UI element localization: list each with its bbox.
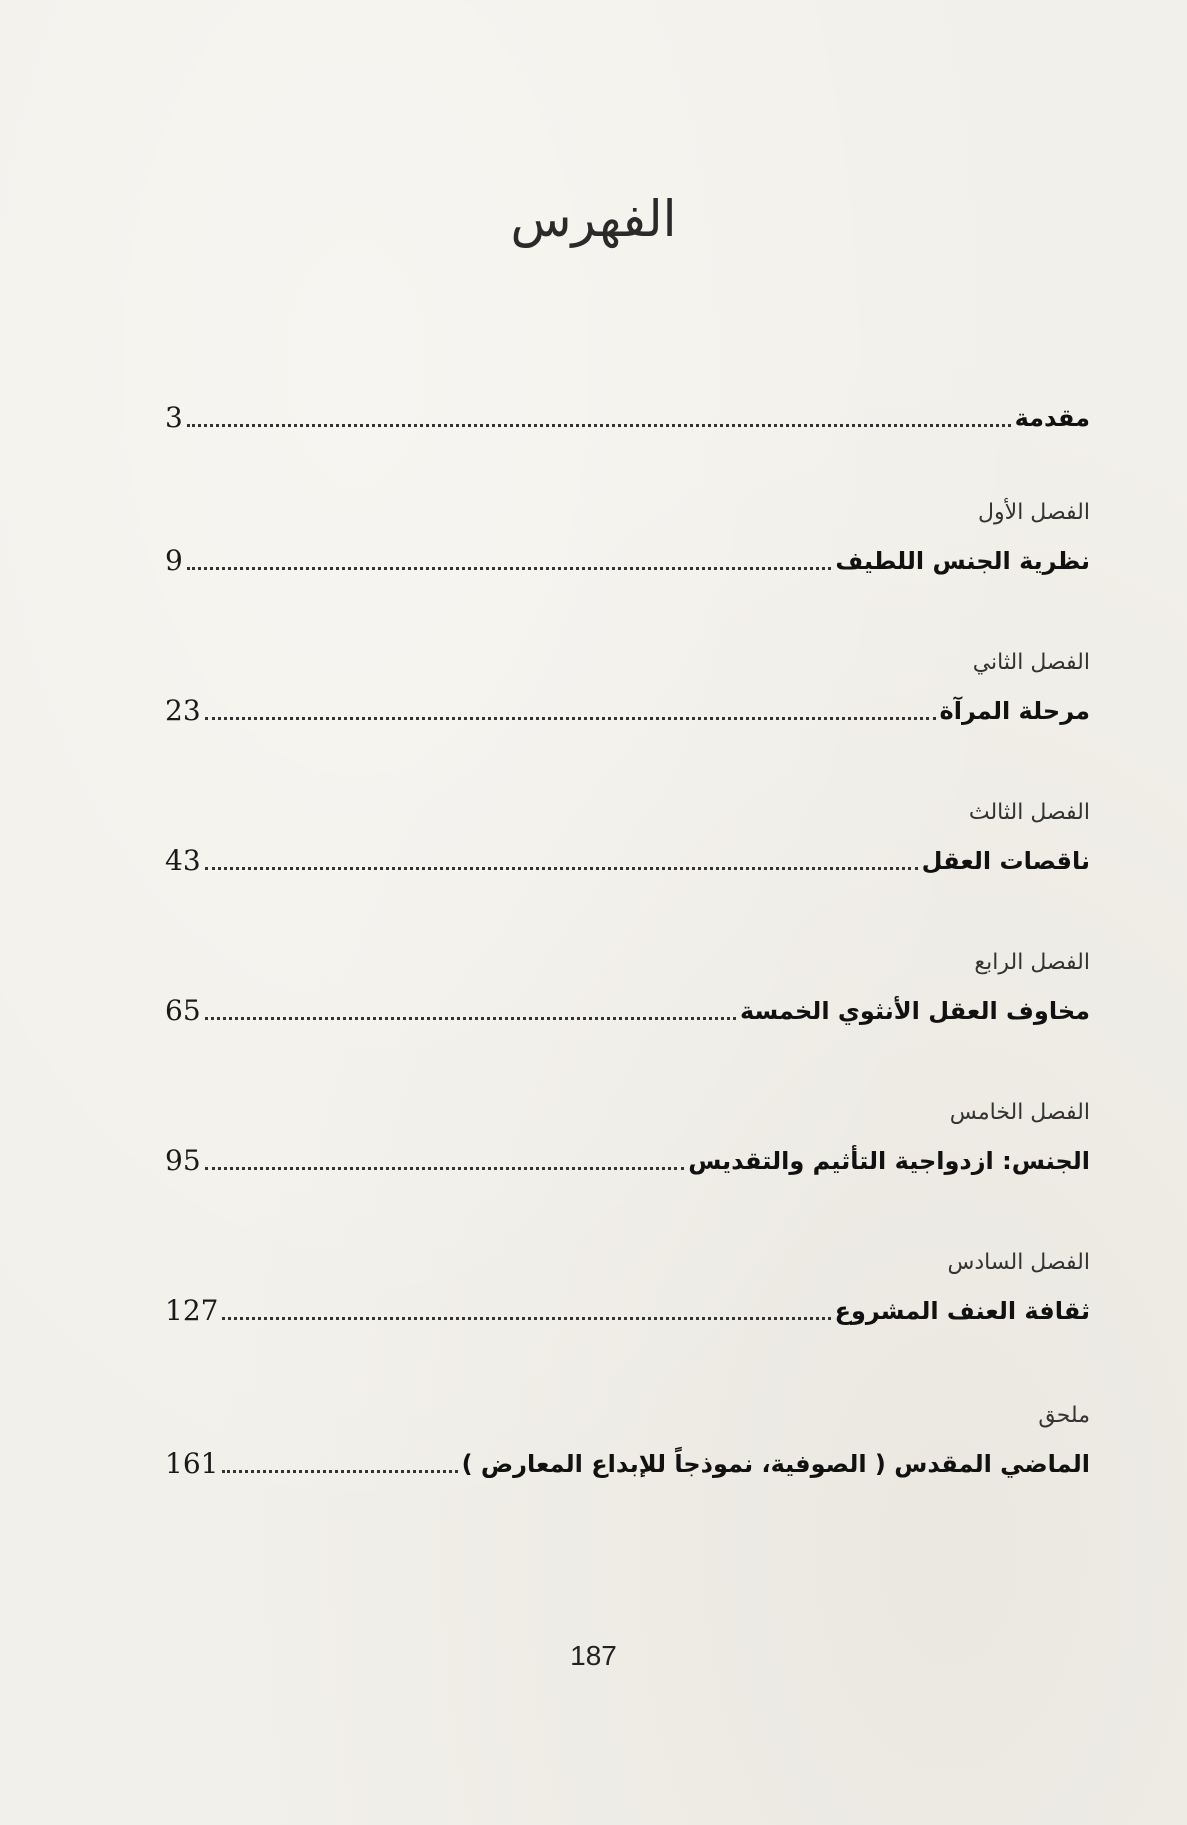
toc-page-number: 127 [165, 1294, 219, 1327]
chapter-label: ملحق [1038, 1403, 1090, 1428]
toc-page-number: 95 [165, 1144, 201, 1177]
toc-page-number: 65 [165, 994, 201, 1027]
toc-line [165, 838, 1090, 878]
toc-entry-title: مخاوف العقل الأنثوي الخمسة [739, 997, 1090, 1025]
toc-entry-title: الماضي المقدس ( الصوفية، نموذجاً للإبداع المعارض ) [461, 1450, 1090, 1478]
toc-line [165, 688, 1090, 728]
toc-page-number: 9 [165, 544, 183, 577]
chapter-label: الفصل الرابع [974, 950, 1090, 975]
toc-line [165, 988, 1090, 1028]
chapter-label: الفصل السادس [947, 1250, 1090, 1275]
dot-leader [205, 1167, 685, 1170]
chapter-label: الفصل الخامس [949, 1100, 1090, 1125]
toc-line [165, 1441, 1090, 1481]
page-title: الفهرس [510, 190, 677, 248]
toc-entry-title: ناقصات العقل [921, 847, 1090, 875]
chapter-label: الفصل الأول [978, 500, 1090, 525]
toc-line [165, 395, 1090, 435]
toc-entry-title: مقدمة [1014, 404, 1090, 432]
page-number: 187 [570, 1640, 617, 1671]
dot-leader [222, 1317, 830, 1320]
toc-line [165, 1138, 1090, 1178]
toc-entry-title: نظرية الجنس اللطيف [835, 547, 1090, 575]
toc-page-number: 43 [165, 844, 201, 877]
toc-entry-title: الجنس: ازدواجية التأثيم والتقديس [688, 1147, 1090, 1175]
toc-line [165, 538, 1090, 578]
chapter-label: الفصل الثالث [968, 800, 1090, 825]
dot-leader [205, 1017, 736, 1020]
dot-leader [222, 1470, 457, 1473]
toc-page-number: 23 [165, 694, 201, 727]
dot-leader [205, 867, 918, 870]
toc-page-number: 161 [165, 1447, 219, 1480]
toc-line [165, 1288, 1090, 1328]
dot-leader [205, 717, 936, 720]
dot-leader [187, 567, 832, 570]
toc-page-number: 3 [165, 401, 183, 434]
toc-entry-title: ثقافة العنف المشروع [834, 1297, 1090, 1325]
chapter-label: الفصل الثاني [972, 650, 1090, 675]
toc-entry-title: مرحلة المرآة [939, 697, 1090, 725]
dot-leader [187, 424, 1011, 427]
